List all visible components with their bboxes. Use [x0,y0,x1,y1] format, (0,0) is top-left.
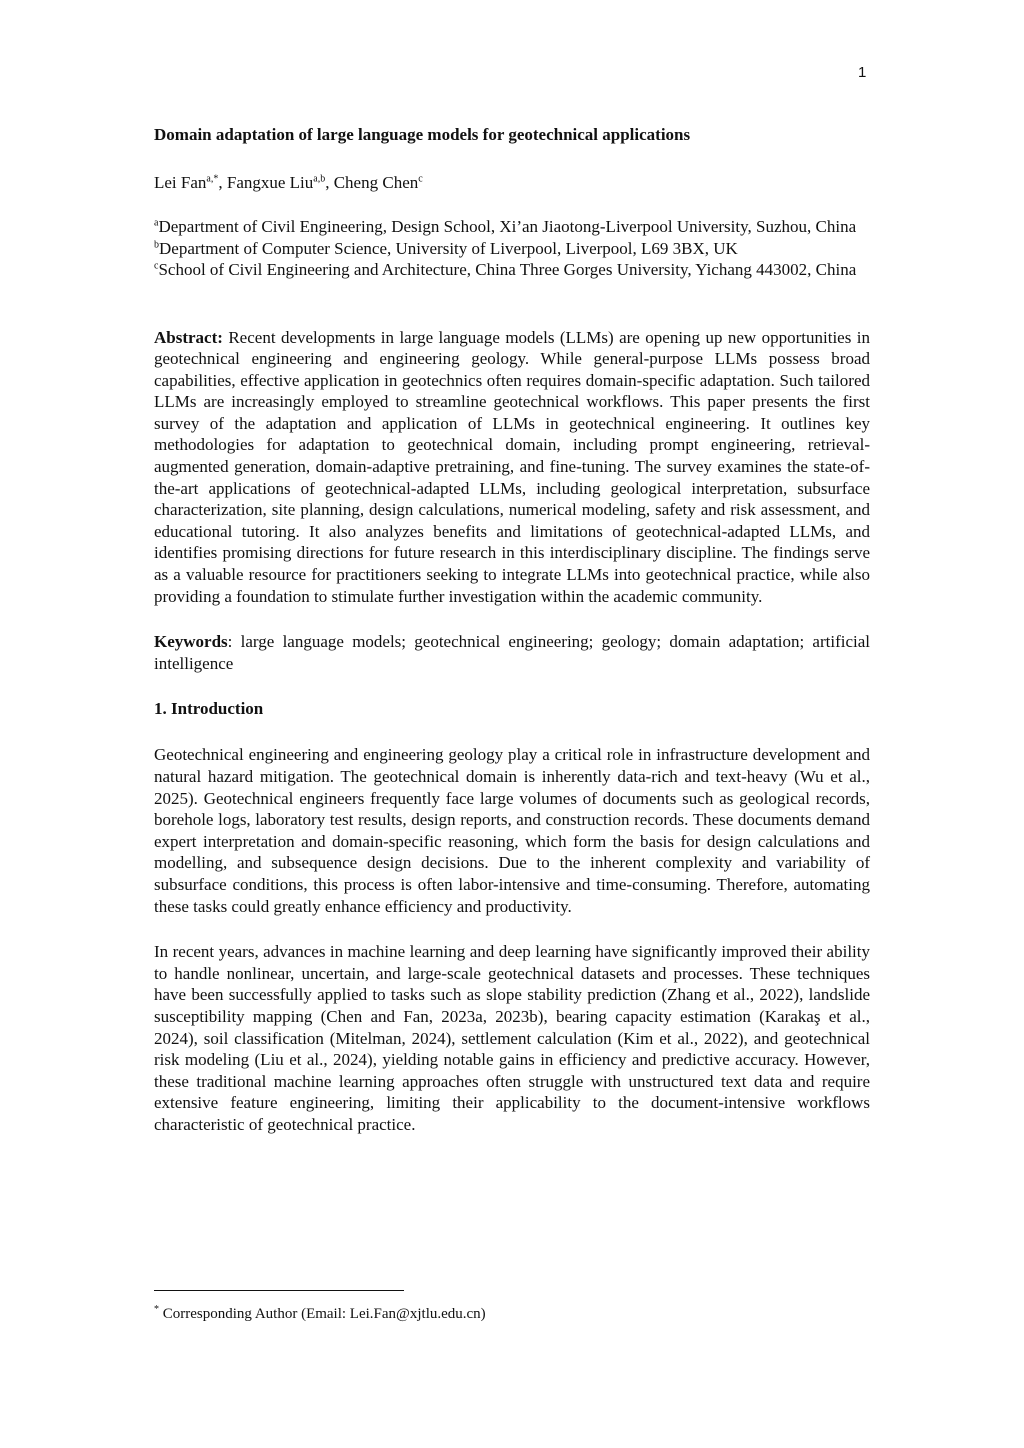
affiliation [154,238,870,260]
body-paragraph: In recent years, advances in machine learning and deep learning have significantly improved their ability to handle nonlinear, uncertain, and large-scale geotechnical datasets and processes. These techniques have been successfully applied to tasks such as slope stability prediction (Zhang et al., 2022), landslide susceptibility mapping (Chen and Fan, 2023a, 2023b), bearing capacity estimation (Karakaş et al., 2024), soil classification (Mitelman, 2024), settlement calculation (Kim et al., 2022), and geotechnical risk modeling (Liu et al., 2024), yielding notable gains in efficiency and predictive accuracy. However, these traditional machine learning approaches often struggle with unstructured text data and require extensive feature engineering, limiting their applicability to the document-intensive workflows characteristic of geotechnical practice. [154,942,870,1134]
author-separator: , [218,173,227,192]
author-affiliation-mark: a,* [206,173,219,185]
affiliation [154,216,870,238]
author-separator: , [325,173,334,192]
abstract [154,327,870,608]
affiliation-text: Department of Civil Engineering, Design School, Xi’an Jiaotong-Liverpool University, Suzhou, China [158,217,857,236]
author-affiliation-mark: a,b [313,173,326,185]
abstract-label: Abstract: [154,327,223,347]
affiliation-text: Department of Computer Science, University of Liverpool, Liverpool, L69 3BX, UK [159,238,738,258]
affiliation-list [154,216,870,281]
author-affiliation-mark: c [418,173,423,185]
keywords-text: : large language models; geotechnical engineering; geology; domain adaptation; artificial intelligence [154,632,870,673]
footnote-divider [154,1290,404,1291]
section-heading: 1. Introduction [154,699,264,719]
footnote-mark: * [154,1304,159,1315]
author-name: Cheng Chen [333,173,419,192]
affiliation-mark: a [154,217,159,229]
paper-body [154,124,870,1136]
footnote [154,1304,486,1324]
author-name: Fangxue Liu [226,173,314,192]
abstract-text: Recent developments in large language models (LLMs) are opening up new opportunities in geotechnical engineering and engineering geology. While general-purpose LLMs possess broad capabilities, effective application in geotechnics often requires domain-specific adaptation. Such tailored LLMs are increasingly employed to streamline geotechnical workflows. This paper presents the first survey of the adaptation and application of LLMs in geotechnical engineering. It outlines key methodologies for adaptation to geotechnical domain, including prompt engineering, retrieval-augmented generation, domain-adaptive pretraining, and fine-tuning. The survey examines the state-of-the-art applications of geotechnical-adapted LLMs, including geological interpretation, subsurface characterization, site planning, design calculations, numerical modeling, safety and risk assessment, and educational tutoring. It also analyzes benefits and limitations of geotechnical-adapted LLMs, and identifies promising directions for future research in this interdisciplinary discipline. The findings serve as a valuable resource for practitioners seeking to integrate LLMs into geotechnical practice, while also providing a foundation to stimulate further investigation within the academic community. [154,327,870,606]
affiliation-mark: b [154,238,159,250]
keywords-label: Keywords [154,632,228,652]
author-name: Lei Fan [154,173,207,192]
affiliation-mark: c [154,260,159,272]
author-list [154,172,870,194]
affiliation-text: School of Civil Engineering and Architecture, China Three Gorges University, Yichang 443002, China [158,260,857,279]
keywords [154,631,870,674]
affiliation [154,259,870,281]
body-paragraph: Geotechnical engineering and engineering geology play a critical role in infrastructure development and natural hazard mitigation. The geotechnical domain is inherently data-rich and text-heavy (Wu et al., 2025). Geotechnical engineers frequently face large volumes of documents such as geological records, borehole logs, laboratory test results, design reports, and construction records. These documents demand expert interpretation and domain-specific reasoning, which form the basis for design calculations and modelling, and subsequence design decisions. Due to the inherent complexity and variability of subsurface conditions, this process is often labor-intensive and time-consuming. Therefore, automating these tasks could greatly enhance efficiency and productivity. [154,745,870,916]
paper-title: Domain adaptation of large language models for geotechnical applications [154,125,691,144]
footnote-text: Corresponding Author (Email: Lei.Fan@xjtlu.edu.cn) [162,1306,486,1322]
page-number: 1 [858,64,867,81]
